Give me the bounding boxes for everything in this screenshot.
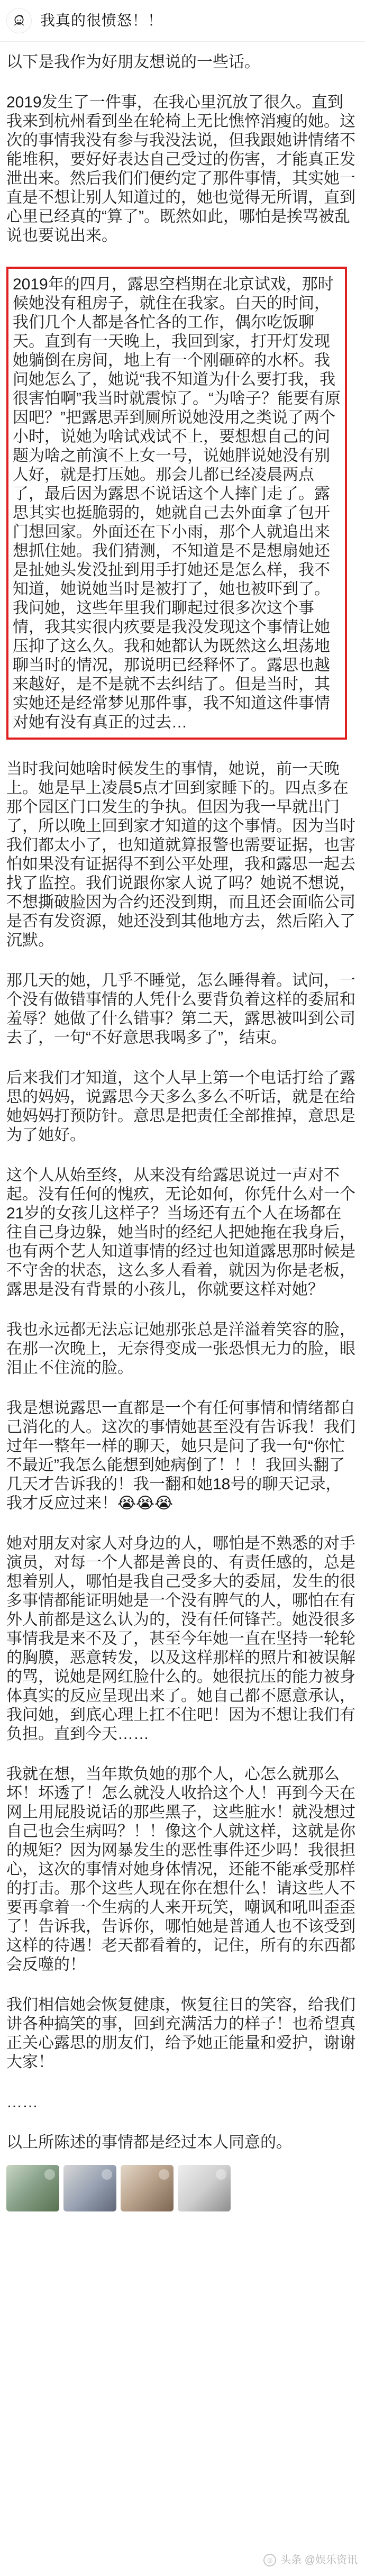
post-paragraph: 我们相信她会恢复健康，恢复往日的笑容，给我们讲各种搞笑的事，回到充满活力的样子！也希望真正关心露思的朋友们，给予她正能量和爱护，谢谢大家！: [6, 1996, 355, 2071]
photo-thumbnail[interactable]: [121, 2165, 174, 2211]
post-paragraph: 这个人从始至终，从来没有给露思说过一声对不起。没有任何的愧疚，无论如何，你凭什么对一个21岁的女孩儿这样子？当场还有五个人在场都在往自己身边躲，她当时的经纪人把她拖在我身后，也有两个艺人知道事情的经过也知道露思那时候是不守舍的状态，这么多人看着，就因为你是老板，露思是没有背景的小孩儿，你就要这样对她？: [6, 1167, 355, 1298]
post-header: [0, 0, 365, 41]
watermark-text: 头条 @娱乐资讯: [280, 2554, 358, 2566]
highlighted-paragraph: 2019年的四月，露思空档期在北京试戏，那时候她没有租房子，就住在我家。白天的时间，我们几个人都是各忙各的工作，偶尔吃饭聊天。直到有一天晚上，我回到家，打开灯发现她躺倒在房间，地上有一个刚砸碎的水杯。我问她怎么了，她说“我不知道为什么要打我，我很害怕啊”我当时就震惊了。“为啥子？能要有原因吧？”把露思弄到厕所说她没用之类说了两个小时，说她为啥试戏试不上，要想想自己的问题为啥之前演不上女一号，说她胖说她没有别人好，就是打压她。那会儿都已经凌晨两点了，最后因为露思不说话这个人摔门走了。露思其实也挺脆弱的，她就自己去外面拿了包开门想回家。外面还在下小雨，那个人就追出来想抓住她。我们猜测，不知道是不是想扇她还是扯她头发没扯到用手打她还是怎么样，我不知道，她说她当时是被打了，她也被吓到了。我问她，这些年里我们聊起过很多次这个事情，我其实很内疚要是我没发现这个事情让她压抑了这么久。我和她都认为既然这么坦荡地聊当时的情况，那说明已经释怀了。露思也越来越好，是不是就不去纠结了。但是当时，其实她还是经常梦见那件事，我不知道这件事情对她有没有真正的过去…: [13, 276, 341, 731]
post-paragraph: 2019发生了一件事，在我心里沉放了很久。直到我来到杭州看到坐在轮椅上无比憔悴消瘦的她。这次的事情我没有参与我没法说，但我跟她讲情绪不能堆积，要好好表达自己受过的伤害，才能真正发泄出来。然后我们们便约定了那件事情，其实她一直是不想让别人知道过的，她也觉得无所谓，直到心里已经真的“算了”。既然如此，哪怕是挨骂被乱说也要说出来。: [6, 94, 355, 244]
post-paragraph: 后来我们才知道，这个人早上第一个电话打给了露思的妈妈，说露思今天多么多么不听话，就是在给她妈妈打预防针。意思是把责任全部推掉，意思是为了她好。: [6, 1069, 355, 1144]
header-divider: [0, 41, 365, 42]
highlighted-paragraph-box: [6, 267, 347, 740]
consent-note: 以上所陈述的事情都是经过本人同意的。: [6, 2134, 292, 2151]
post-paragraph: 她对朋友对家人对身边的人，哪怕是不熟悉的对手演员，对每一个人都是善良的、有责任感的，总是想着别人，哪怕是我自己受多大的委屈，发生的很多事情都能证明她是一个没有脾气的人，哪怕在有外人前都是这么认为的，没有任何锋芒。她没很多事情我是来不及了，甚至今年她一直在坚持一轮轮的胸膜，恶意转发，以及这样那样的照片和被误解的骂，说她是网红脸什么的。她很抗压的能力被身体真实的反应呈现出来了。她自己都不愿意承认，我问她，到底心理上扛不住吧！因为不想让我们有负担。直到今天……: [6, 1535, 355, 1743]
photo-thumbnail[interactable]: [178, 2165, 231, 2211]
post-paragraph: 当时我问她啥时候发生的事情，她说，前一天晚上。她是早上凌晨5点才回到家睡下的。四点多在那个园区门口发生的争执。但因为我一早就出门了，所以晚上回到家才知道的这个事情。因为当时我们都太小了，也知道就算报警也需要证据，也害怕如果没有证据得不到公平处理，我和露思一起去找了监控。我们说跟你家人说了吗？她说不想说，不想撕破脸因为合约还没到期，而且还会面临公司是否有发资源，她还没到其他地方去，然后陷入了沉默。: [6, 760, 355, 949]
post-paragraph: 我就在想，当年欺负她的那个人，心怎么就那么坏！坏透了！怎么就没人收拾这个人！再到今天在网上用屁股说话的那些黑子，这些脏水！就没想过自己也会生病吗？！！像这个人就这样，这就是你的规矩？因为网暴发生的恶性事件还少吗！我很担心，这次的事情对她身体情况，还能不能承受那样的打击。那个这些人现在你在想什么！请这些人不要再拿着一个生病的人来开玩笑，嘲讽和吼叫歪歪了！告诉我，告诉你，哪怕她是普通人也不该受到这样的待遇！老天都看着的，记住，所有的东西都会反噬的！: [6, 1765, 355, 1973]
photo-thumbnail[interactable]: [63, 2165, 116, 2211]
photo-thumbnail[interactable]: [6, 2165, 59, 2211]
ellipsis-text: ……: [6, 2093, 38, 2111]
post-paragraph: 以下是我作为好朋友想说的一些话。: [6, 53, 260, 71]
watermark-icon: ◎: [263, 2554, 276, 2566]
cartoon-avatar-icon: [10, 12, 28, 30]
post-paragraph: 那几天的她，几乎不睡觉，怎么睡得着。试问，一个没有做错事情的人凭什么要背负着这样的委屈和羞辱？她做了什么错事？第二天，露思被叫到公司去了，一句“不好意思我喝多了”，结束。: [6, 972, 355, 1046]
post-content: [6, 53, 355, 2211]
post-paragraph: 我也永远都无法忘记她那张总是洋溢着笑容的脸，在那一次晚上，无奈得变成一张恐惧无力的脸，眼泪止不住流的脸。: [6, 1321, 355, 1377]
image-thumbnail-strip: [6, 2165, 355, 2211]
avatar[interactable]: [6, 8, 32, 33]
post-title: 我真的很愤怒！！: [40, 12, 163, 29]
post-paragraph: 我是想说露思一直都是一个有任何事情和情绪都自己消化的人。这次的事情她甚至没有告诉我！我们过年一整年一样的聊天，她只是问了我一句“你忙不最近”我怎么能想到她病倒了！！！我回头翻了几天才告诉我的！我一翻和她18号的聊天记录，我才反应过来！😭😭😭: [6, 1399, 355, 1512]
watermark: [263, 2554, 358, 2566]
